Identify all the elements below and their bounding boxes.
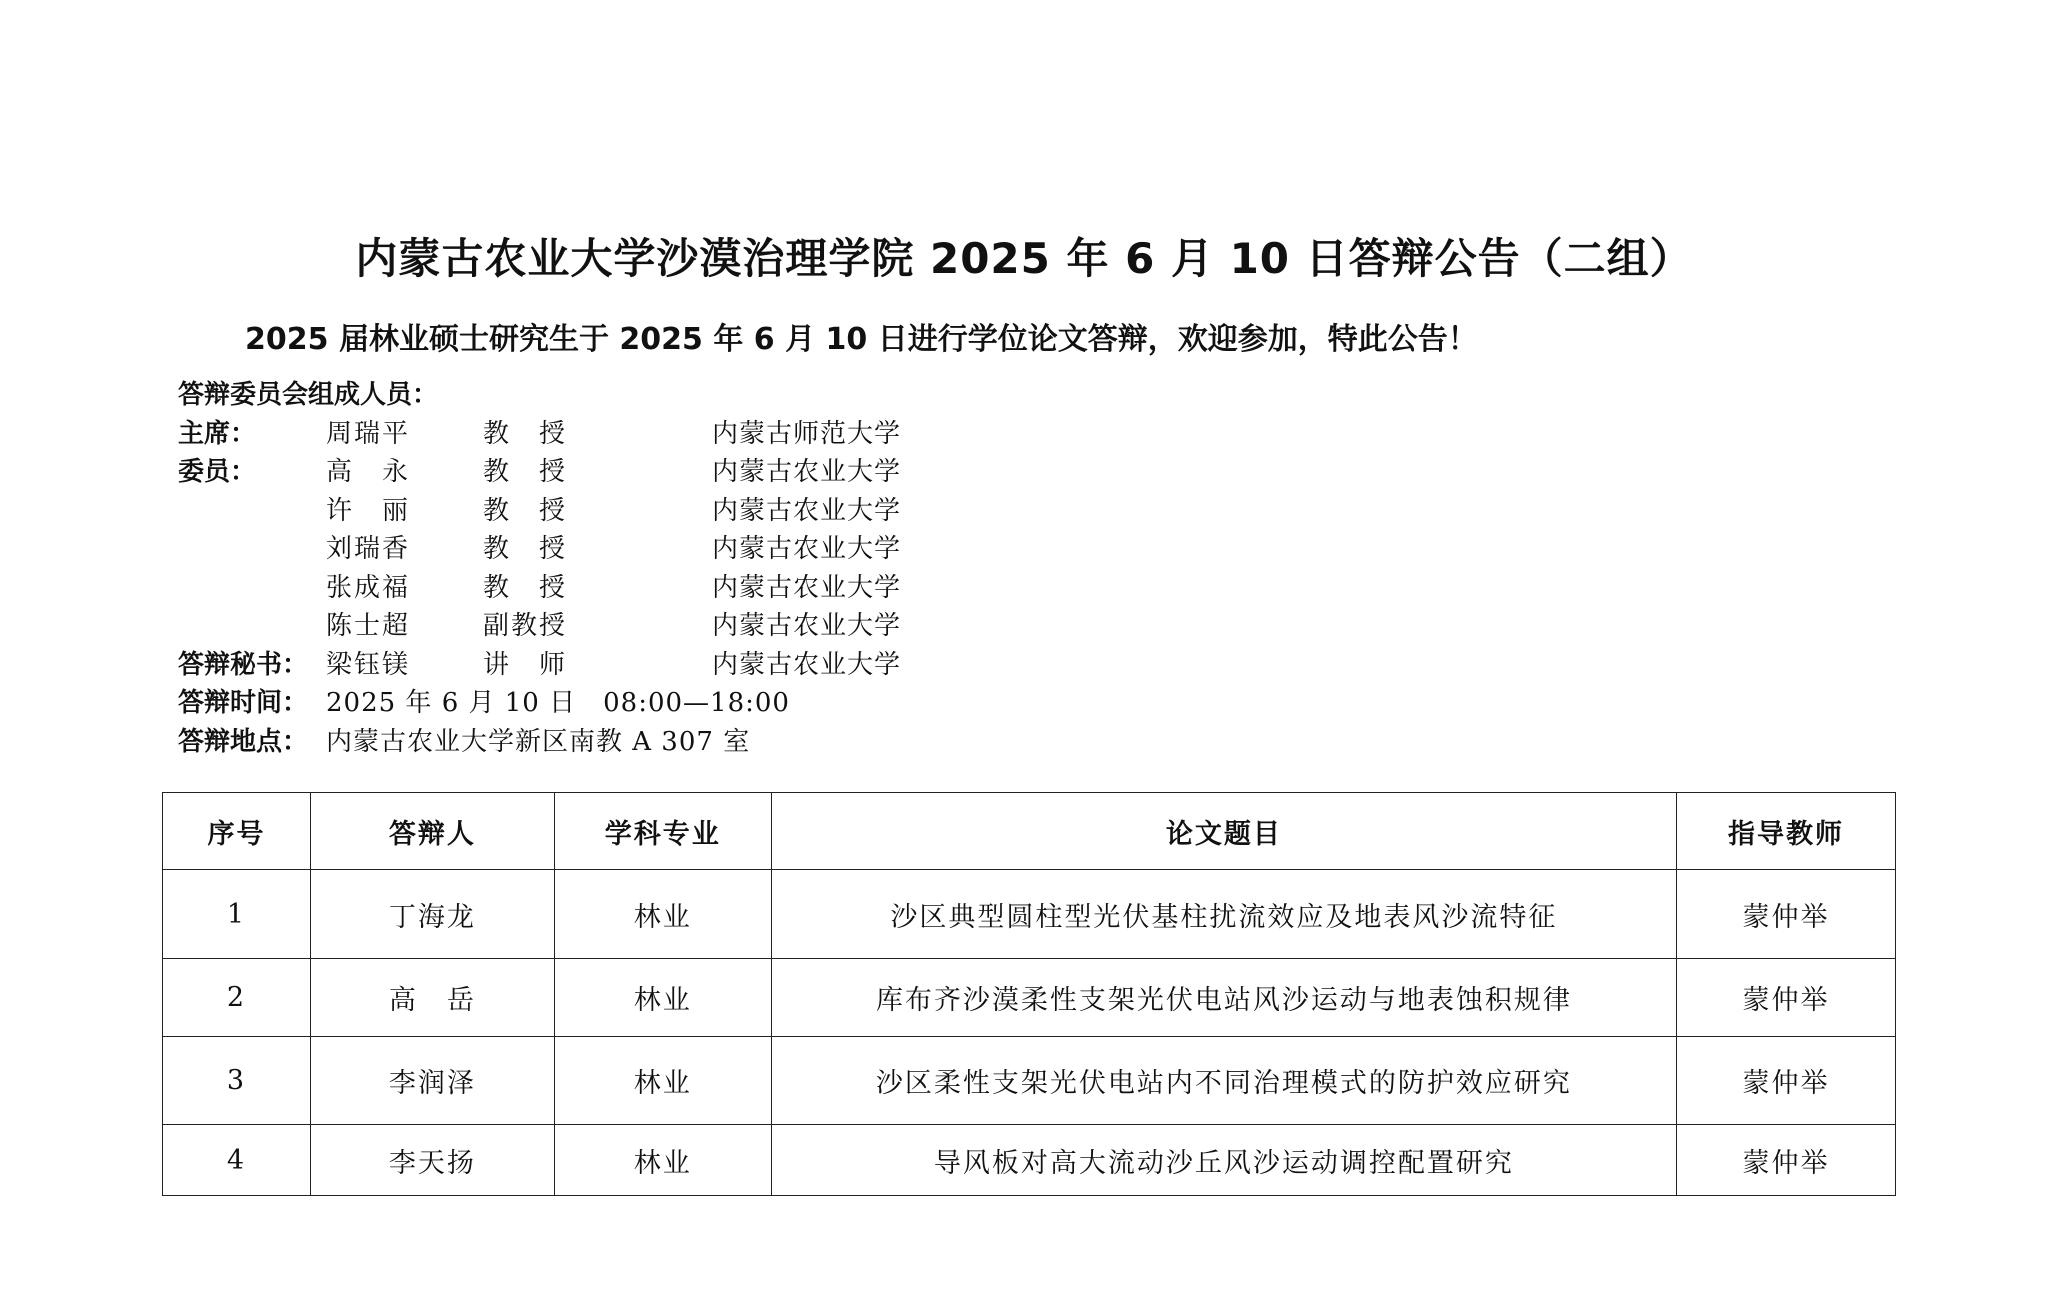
cell-index: 4 [163,1125,311,1196]
member-name: 高 永 [326,457,411,487]
place-label: 答辩地点： [178,726,309,757]
cell-advisor: 蒙仲举 [1677,1037,1896,1125]
header-thesis-title: 论文题目 [771,793,1676,870]
committee-block [178,374,1078,759]
cell-candidate: 李天扬 [310,1125,554,1196]
cell-candidate: 高 岳 [310,959,554,1037]
cell-index: 3 [163,1037,311,1125]
defense-schedule-table [162,792,1896,1196]
header-advisor: 指导教师 [1677,793,1896,870]
member-org: 内蒙古农业大学 [712,495,902,526]
cell-advisor: 蒙仲举 [1677,1125,1896,1196]
table-row [163,1125,1896,1196]
cell-thesis-title: 库布齐沙漠柔性支架光伏电站风沙运动与地表蚀积规律 [771,959,1676,1037]
member-org: 内蒙古农业大学 [712,572,902,603]
cell-thesis-title: 沙区典型圆柱型光伏基柱扰流效应及地表风沙流特征 [771,870,1676,959]
member-name: 刘瑞香 [326,534,411,564]
table-row [163,1037,1896,1125]
intro-statement: 2025 届林业硕士研究生于 2025 年 6 月 10 日进行学位论文答辩，欢迎参加，特此公告！ [245,322,1478,357]
member-row [178,605,1078,644]
member-title: 副教授 [483,611,568,641]
secretary-org: 内蒙古农业大学 [712,649,902,680]
place-row [178,721,1078,760]
member-title: 教 授 [483,534,568,564]
cell-major: 林业 [554,1037,771,1125]
chair-label: 主席： [178,418,257,449]
member-row [178,490,1078,529]
secretary-label: 答辩秘书： [178,649,309,680]
cell-candidate: 丁海龙 [310,870,554,959]
header-index: 序号 [163,793,311,870]
cell-advisor: 蒙仲举 [1677,870,1896,959]
member-title: 教 授 [483,495,568,526]
member-row [178,567,1078,606]
secretary-row [178,644,1078,683]
chair-name: 周瑞平 [326,418,411,449]
member-name: 许 丽 [326,495,411,526]
secretary-title: 讲 师 [483,649,568,680]
cell-thesis-title: 导风板对高大流动沙丘风沙运动调控配置研究 [771,1125,1676,1196]
header-candidate: 答辩人 [310,793,554,870]
cell-candidate: 李润泽 [310,1037,554,1125]
member-org: 内蒙古农业大学 [712,534,902,564]
member-label: 委员： [178,457,257,487]
secretary-name: 梁钰镁 [326,649,411,680]
cell-thesis-title: 沙区柔性支架光伏电站内不同治理模式的防护效应研究 [771,1037,1676,1125]
cell-advisor: 蒙仲举 [1677,959,1896,1037]
member-title: 教 授 [483,457,568,487]
cell-major: 林业 [554,959,771,1037]
time-row [178,682,1078,721]
defense-time: 2025 年 6 月 10 日 08:00—18:00 [326,688,790,718]
header-major: 学科专业 [554,793,771,870]
member-org: 内蒙古农业大学 [712,457,902,487]
cell-major: 林业 [554,1125,771,1196]
table-row [163,959,1896,1037]
defense-place: 内蒙古农业大学新区南教 A 307 室 [326,726,751,757]
chair-org: 内蒙古师范大学 [712,418,902,449]
cell-major: 林业 [554,870,771,959]
cell-index: 2 [163,959,311,1037]
member-name: 张成福 [326,572,411,603]
member-row [178,528,1078,567]
table-header-row [163,793,1896,870]
time-label: 答辩时间： [178,688,309,718]
member-org: 内蒙古农业大学 [712,611,902,641]
table-row [163,870,1896,959]
member-row [178,451,1078,490]
chair-row [178,413,1078,452]
chair-title: 教 授 [483,418,568,449]
committee-heading-row [178,374,1078,413]
member-name: 陈士超 [326,611,411,641]
cell-index: 1 [163,870,311,959]
page-title: 内蒙古农业大学沙漠治理学院 2025 年 6 月 10 日答辩公告（二组） [355,234,1693,283]
committee-heading: 答辩委员会组成人员： [178,380,439,410]
member-title: 教 授 [483,572,568,603]
